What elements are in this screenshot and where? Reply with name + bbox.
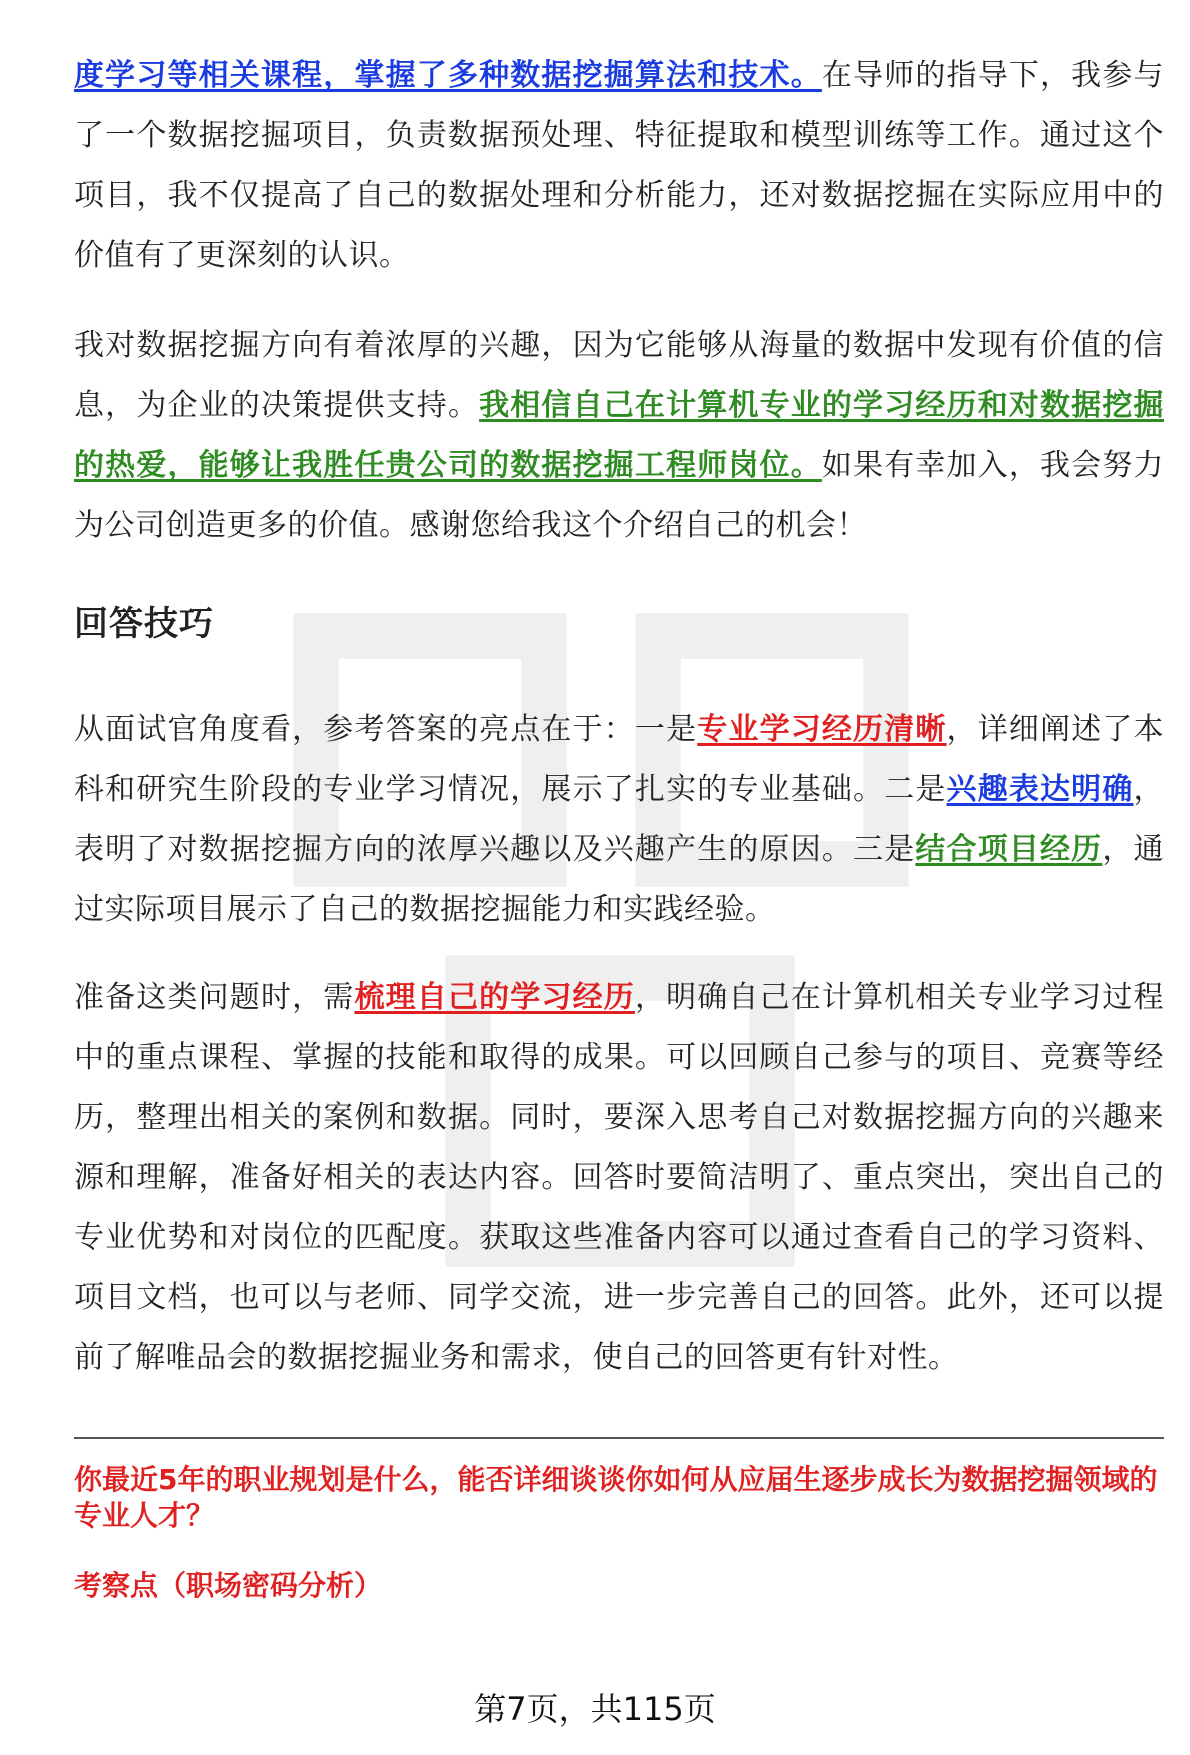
highlight-fit: 我相信自己在计算机专业的学习经历和对数据挖掘的热爱，能够让我胜任贵公司的数据挖掘工程师岗位。 bbox=[74, 388, 1165, 483]
paragraph-preparation bbox=[74, 968, 1164, 1388]
paragraph-text: 如果有幸加入，我会努力为公司创造更多的价值。感谢您给我这个介绍自己的机会！ bbox=[74, 448, 1165, 543]
section-divider bbox=[74, 1437, 1164, 1439]
next-question: 你最近5年的职业规划是什么，能否详细谈谈你如何从应届生逐步成长为数据挖掘领域的专业人才？ bbox=[74, 1463, 1158, 1532]
paragraph-text: ，通过实际项目展示了自己的数据挖掘能力和实践经验。 bbox=[74, 832, 1165, 927]
paragraph-text: 我对数据挖掘方向有着浓厚的兴趣，因为它能够从海量的数据中发现有价值的信息，为企业的决策提供支持。 bbox=[74, 328, 1164, 423]
highlight-courses: 度学习等相关课程，掌握了多种数据挖掘算法和技术。 bbox=[74, 58, 822, 93]
highlight-project: 结合项目经历 bbox=[915, 832, 1103, 867]
paragraph-highlights bbox=[74, 700, 1164, 940]
highlight-interest: 兴趣表达明确 bbox=[946, 772, 1134, 807]
highlight-review-study: 梳理自己的学习经历 bbox=[354, 980, 635, 1015]
highlight-study-history: 专业学习经历清晰 bbox=[697, 712, 947, 747]
paragraph-interest bbox=[74, 316, 1164, 556]
section-heading-answer-tips: 回答技巧 bbox=[74, 604, 214, 644]
paragraph-text: 准备这类问题时，需 bbox=[74, 980, 355, 1015]
page-number-footer: 第7页，共115页 bbox=[474, 1690, 716, 1728]
paragraph-course-project bbox=[74, 46, 1164, 286]
paragraph-text: 在导师的指导下，我参与了一个数据挖掘项目，负责数据预处理、特征提取和模型训练等工作。通过这个项目，我不仅提高了自己的数据处理和分析能力，还对数据挖掘在实际应用中的价值有了更深刻的认识。 bbox=[74, 58, 1165, 273]
paragraph-text: ，表明了对数据挖掘方向的浓厚兴趣以及兴趣产生的原因。三是 bbox=[74, 772, 1165, 867]
paragraph-text: 从面试官角度看，参考答案的亮点在于：一是 bbox=[74, 712, 698, 747]
paragraph-text: ，明确自己在计算机相关专业学习过程中的重点课程、掌握的技能和取得的成果。可以回顾自己参与的项目、竞赛等经历，整理出相关的案例和数据。同时，要深入思考自己对数据挖掘方向的兴趣来源和理解，准备好相关的表达内容。回答时要简洁明了、重点突出，突出自己的专业优势和对岗位的匹配度。获取这些准备内容可以通过查看自己的学习资料、项目文档，也可以与老师、同学交流，进一步完善自己的回答。此外，还可以提前了解唯品会的数据挖掘业务和需求，使自己的回答更有针对性。 bbox=[74, 980, 1165, 1375]
assessment-point-heading: 考察点（职场密码分析） bbox=[74, 1569, 383, 1602]
paragraph-text: ，详细阐述了本科和研究生阶段的专业学习情况，展示了扎实的专业基础。二是 bbox=[74, 712, 1165, 807]
